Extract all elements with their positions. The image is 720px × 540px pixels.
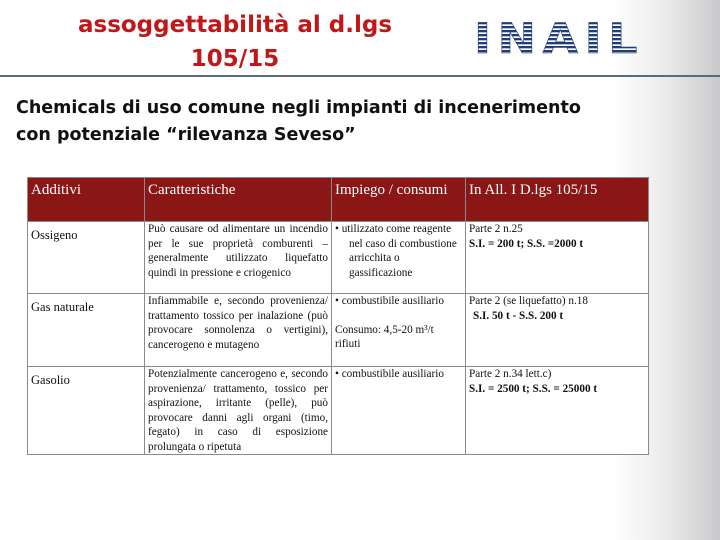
inail-logo <box>472 18 647 58</box>
table-header-row <box>28 178 649 222</box>
slide-title <box>40 8 430 76</box>
header-caratteristiche: Caratteristiche <box>145 178 332 222</box>
row-usage: • combustibile ausiliario Consumo: 4,5-20 m³/t rifiuti <box>332 294 466 367</box>
row-annex: Parte 2 (se liquefatto) n.18 S.I. 50 t - S.S. 200 t <box>466 294 649 367</box>
header-impiego: Impiego / consumi <box>332 178 466 222</box>
header-divider <box>0 75 720 77</box>
slide-subtitle <box>16 95 666 149</box>
row-characteristics: Potenzialmente cancerogeno e, secondo provenienza/ trattamento, tossico per aspirazione, irritante (pelle), può provocare danni agli organi (timo, fegato) in caso di esposizione prolungata o ripetuta <box>145 367 332 455</box>
subtitle-line2: con potenziale “rilevanza Seveso” <box>16 125 356 145</box>
row-name: Gas naturale <box>28 294 145 367</box>
slide-title-line2: 105/15 <box>190 46 280 72</box>
row-characteristics: Può causare od alimentare un incendio per le sue proprietà comburenti – generalmente utilizzato liquefatto quindi in pressione e criogenico <box>145 222 332 294</box>
row-annex: Parte 2 n.34 lett.c) S.I. = 2500 t; S.S. = 25000 t <box>466 367 649 455</box>
row-usage: • utilizzato come reagente nel caso di combustione arricchita o gassificazione <box>332 222 466 294</box>
table-row <box>28 367 649 455</box>
header-allegato: In All. I D.lgs 105/15 <box>466 178 649 222</box>
header-additivi: Additivi <box>28 178 145 222</box>
row-characteristics: Infiammabile e, secondo provenienza/ trattamento tossico per inalazione (può provocare sonnolenza o vertigini), cancerogeno e mutageno <box>145 294 332 367</box>
row-name: Ossigeno <box>28 222 145 294</box>
row-annex: Parte 2 n.25 S.I. = 200 t; S.S. =2000 t <box>466 222 649 294</box>
additives-table <box>27 177 649 455</box>
slide-title-line1: assoggettabilità al d.lgs <box>77 12 393 38</box>
header <box>0 0 720 75</box>
table-row <box>28 222 649 294</box>
row-name: Gasolio <box>28 367 145 455</box>
inail-logo-text: INAIL <box>474 18 644 58</box>
table-row <box>28 294 649 367</box>
row-usage: • combustibile ausiliario <box>332 367 466 455</box>
subtitle-line1: Chemicals di uso comune negli impianti di incenerimento <box>16 98 581 118</box>
